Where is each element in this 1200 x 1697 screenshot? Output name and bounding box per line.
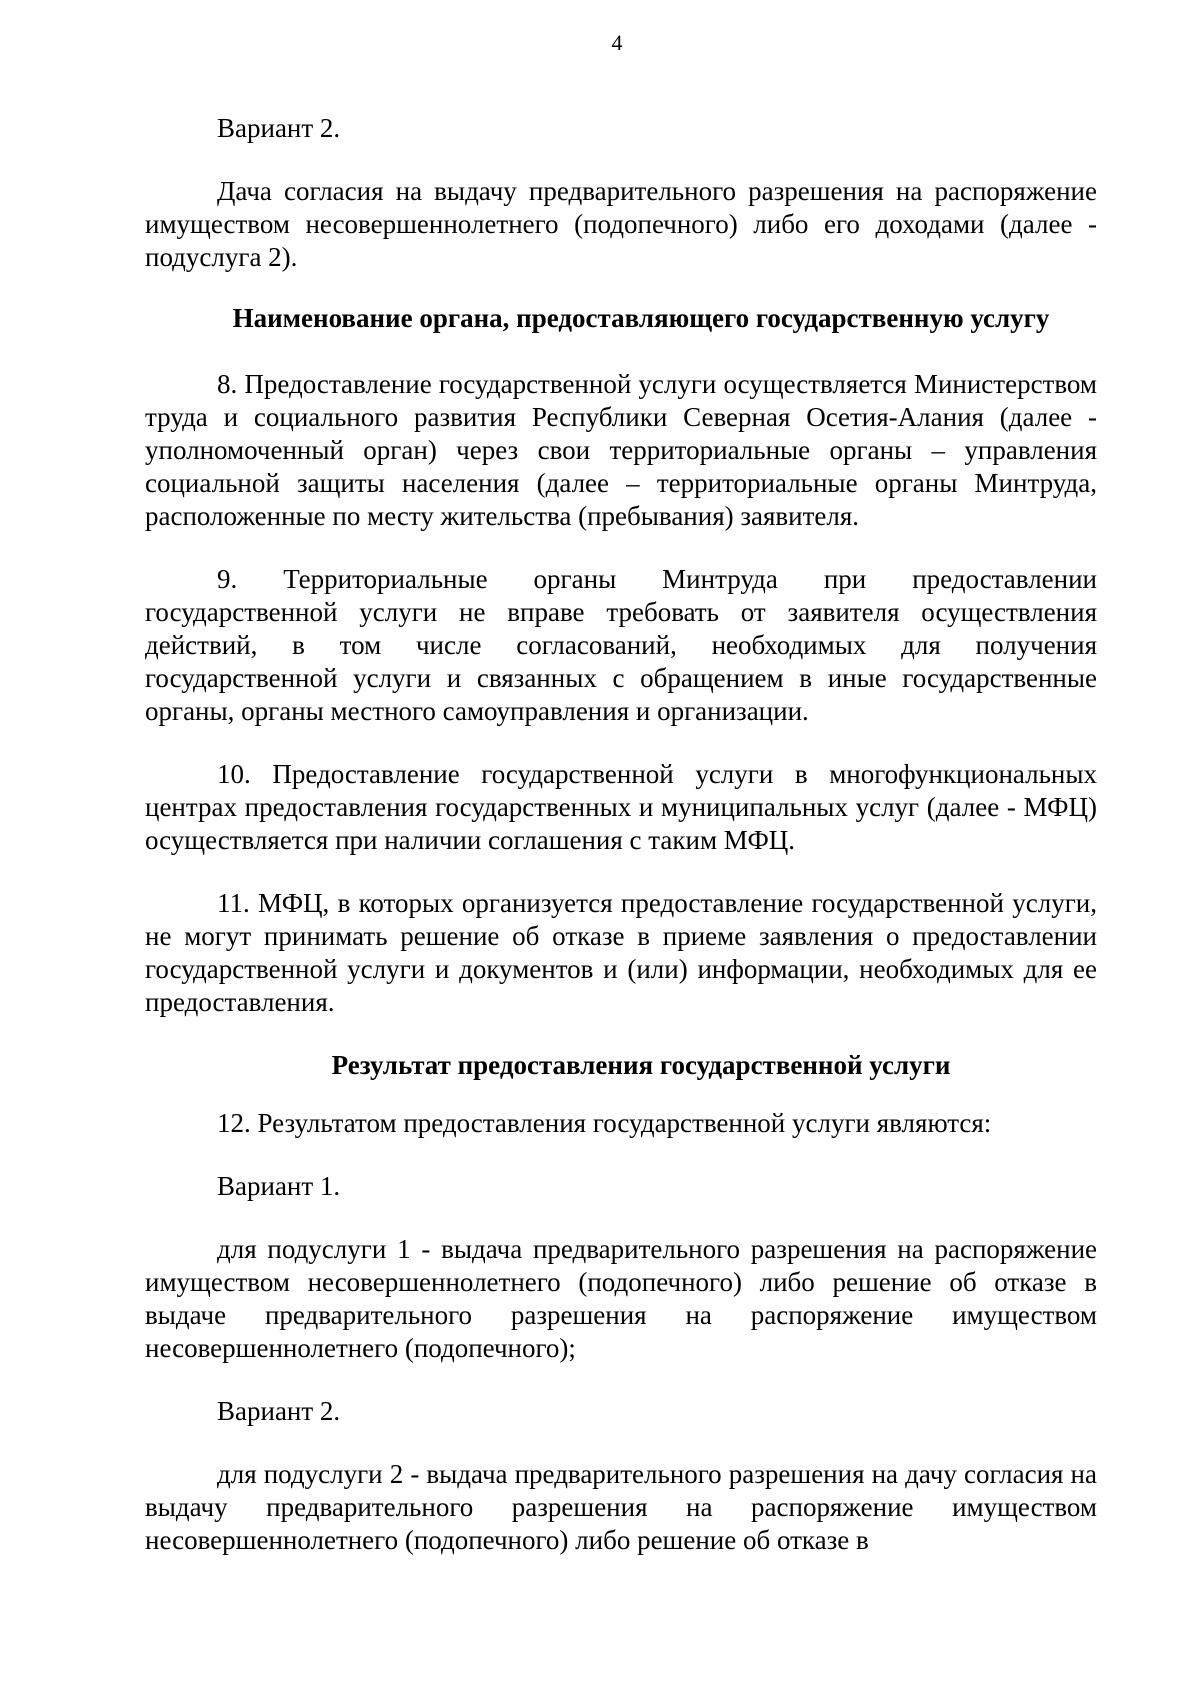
page-number: 4 [611, 30, 623, 55]
paragraph: 12. Результатом предоставления государственной услуги являются: [217, 1108, 992, 1138]
variant-label: Вариант 2. [217, 1396, 341, 1426]
document-body [145, 112, 1097, 1557]
paragraph: 9. Территориальные органы Минтруда при предоставлении государственной услуги не вправе требовать от заявителя осуществления действий, в том числе согласований, необходимых для получения государственной услуги и связанных с обращением в иные государственные органы, органы местного самоуправления и организации. [145, 564, 1097, 726]
paragraph: 10. Предоставление государственной услуги в многофункциональных центрах предоставления государственных и муниципальных услуг (далее - МФЦ) осуществляется при наличии соглашения с таким МФЦ. [145, 759, 1097, 855]
paragraph: 8. Предоставление государственной услуги осуществляется Министерством труда и социального развития Республики Северная Осетия-Алания (далее - уполномоченный орган) через свои территориальные органы – управления социальной защиты населения (далее – территориальные органы Минтруда, расположенные по месту жительства (пребывания) заявителя. [145, 369, 1097, 531]
section-heading: Результат предоставления государственной услуги [331, 1050, 951, 1080]
paragraph: 11. МФЦ, в которых организуется предоставление государственной услуги, не могут принимать решение об отказе в приеме заявления о предоставлении государственной услуги и документов и (или) информации, необходимых для ее предоставления. [145, 888, 1097, 1017]
paragraph: для подуслуги 2 - выдача предварительного разрешения на дачу согласия на выдачу предварительного разрешения на распоряжение имуществом несовершеннолетнего (подопечного) либо решение об отказе в [145, 1459, 1097, 1555]
variant-label: Вариант 2. [217, 113, 341, 143]
paragraph: Дача согласия на выдачу предварительного разрешения на распоряжение имуществом несовершеннолетнего (подопечного) либо его доходами (далее - подуслуга 2). [145, 176, 1097, 272]
paragraph: для подуслуги 1 - выдача предварительного разрешения на распоряжение имуществом несовершеннолетнего (подопечного) либо решение об отказе в выдаче предварительного разрешения на распоряжение имуществом несовершеннолетнего (подопечного); [145, 1234, 1097, 1363]
section-heading: Наименование органа, предоставляющего государственную услугу [232, 303, 1050, 333]
variant-label: Вариант 1. [217, 1171, 341, 1201]
